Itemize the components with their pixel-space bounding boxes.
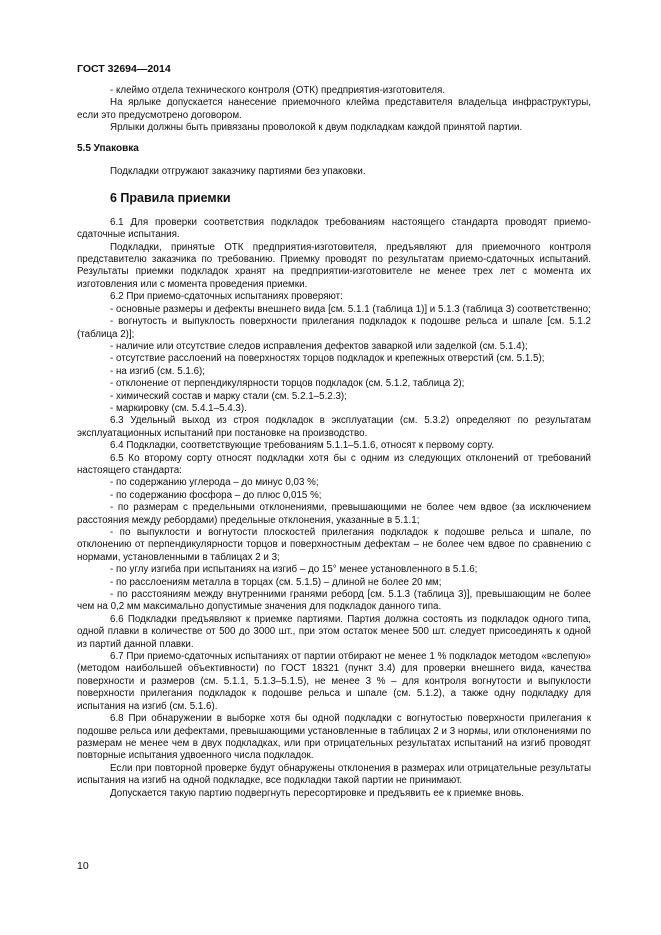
section-heading-6: 6 Правила приемки (110, 191, 231, 206)
paragraph: - по содержанию фосфора – до плюс 0,015 %; (110, 489, 322, 501)
page-number: 10 (77, 860, 89, 872)
paragraph: - по содержанию углерода – до минус 0,03 %; (110, 477, 319, 489)
paragraph: 6.7 При приемо-сдаточных испытаниях от партии отбирают не менее 1 % подкладок методом «вслепую» (методом наибольшей объективности) по ГОСТ 18321 (пункт 3.4) для проверки внешнего вида, качества поверхности и размеров (см. 5.1.1, 5.1.3–5.1.5), не менее 3 % – для контроля вогнутости и выпуклости поверхности прилегания подкладок к подошве рельса и шпале (см. 5.1.2), а также одну подкладку для испытания на изгиб (см. 5.1.6). (77, 651, 591, 712)
paragraph: - по размерам с предельными отклонениями, превышающими не более чем вдвое (за исключением расстояния между ребордами) предельные отклонения, указанные в 5.1.1; (77, 502, 591, 526)
paragraph: - по выпуклости и вогнутости плоскостей прилегания подкладок к подошве рельса и шпале, по отклонению от перпендикулярности торцов и поверхностным дефектам – не более чем вдвое по сравнению с нормами, установленными в таблицах 2 и 3; (77, 527, 591, 563)
paragraph: - вогнутость и выпуклость поверхности прилегания подкладок к подошве рельса и шпале [см. 5.1.2 (таблица 2)]; (77, 316, 591, 340)
paragraph: - наличие или отсутствие следов исправления дефектов заваркой или заделкой (см. 5.1.4); (110, 340, 528, 352)
section-6-body (77, 217, 591, 800)
paragraph: Если при повторной проверке будут обнаружены отклонения в размерах или отрицательные результаты испытания на изгиб на одной подкладке, все подкладки такой партии не принимают. (77, 762, 591, 787)
paragraph: - основные размеры и дефекты внешнего вида [см. 5.1.1 (таблица 1)] и 5.1.3 (таблица 3) соответственно; (110, 303, 591, 315)
document-header: ГОСТ 32694—2014 (77, 63, 171, 75)
paragraph: 6.6 Подкладки предъявляют к приемке партиями. Партия должна состоять из подкладок одного типа, одной плавки в количестве от 500 до 3000 шт., при этом остаток менее 500 шт. следует присоединять к одной из партий данной плавки. (77, 613, 591, 650)
paragraph: - отклонение от перпендикулярности торцов подкладок (см. 5.1.2, таблица 2); (110, 378, 465, 390)
paragraph: 6.4 Подкладки, соответствующие требованиям 5.1.1–5.1.6, относят к первому сорту. (110, 440, 495, 452)
paragraph: - на изгиб (см. 5.1.6); (110, 365, 206, 377)
paragraph: 6.2 При приемо-сдаточных испытаниях проверяют: (110, 291, 343, 303)
paragraph: 6.1 Для проверки соответствия подкладок требованиям настоящего стандарта проводят приемосдаточные испытания. (77, 216, 591, 241)
paragraph: - маркировку (см. 5.4.1–5.4.3). (110, 402, 247, 414)
paragraph: - клеймо отдела технического контроля (ОТК) предприятия-изготовителя. (110, 85, 446, 96)
paragraph: На ярлыке допускается нанесение приемочного клейма представителя владельца инфраструктуры, если это предусмотрено договором. (77, 97, 591, 121)
paragraph: Допускается такую партию подвергнуть пересортировке и предъявить ее к приемке вновь. (110, 787, 524, 799)
paragraph: - химический состав и марку стали (см. 5.2.1–5.2.3); (110, 390, 347, 402)
paragraph: Подкладки, принятые ОТК предприятия-изготовителя, предъявляют для приемочного контроля представителю заказчика по требованию. Приемку проводят по результатам приемо-сдаточных испытаний. Результаты приемки подкладок хранят на предприятии-изготовителе не менее трех лет с момента их изготовления или с момента проведения приемки. (77, 241, 591, 290)
paragraph: Подкладки отгружают заказчику партиями без упаковки. (110, 166, 366, 178)
paragraph: - по углу изгиба при испытаниях на изгиб – до 15° менее установленного в 5.1.6; (110, 564, 478, 576)
paragraph: - по расслоениям металла в торцах (см. 5.1.5) – длиной не более 20 мм; (110, 576, 442, 588)
paragraph: 6.8 При обнаружении в выборке хотя бы одной подкладки с вогнутостью поверхности прилегания к подошве рельса или дефектами, превышающими установленные в таблицах 2 и 3 нормы, или отклонениями по размерам не менее чем в двух подкладках, или при отрицательных результатах испытаний на изгиб проводят повторные испытания удвоенного числа подкладок. (77, 713, 591, 762)
document-body (77, 85, 591, 800)
paragraph: Ярлыки должны быть привязаны проволокой к двум подкладкам каждой принятой партии. (110, 122, 523, 134)
paragraph: - по расстояниям между внутренними гранями реборд [см. 5.1.3 (таблица 3)], превышающим не более чем на 0,2 мм максимально допустимые значения для подкладок данного типа. (77, 589, 591, 613)
section-heading-5-5: 5.5 Упаковка (77, 142, 139, 154)
paragraph: 6.3 Удельный выход из строя подкладок в эксплуатации (см. 5.3.2) определяют по результатам эксплуатационных испытаний при постановке на производство. (77, 415, 591, 439)
paragraph: - отсутствие расслоений на поверхностях торцов подкладок и крепежных отверстий (см. 5.1.5); (110, 353, 545, 365)
paragraph: 6.5 Ко второму сорту относят подкладки хотя бы с одним из следующих отклонений от требований настоящего стандарта: (77, 452, 591, 476)
